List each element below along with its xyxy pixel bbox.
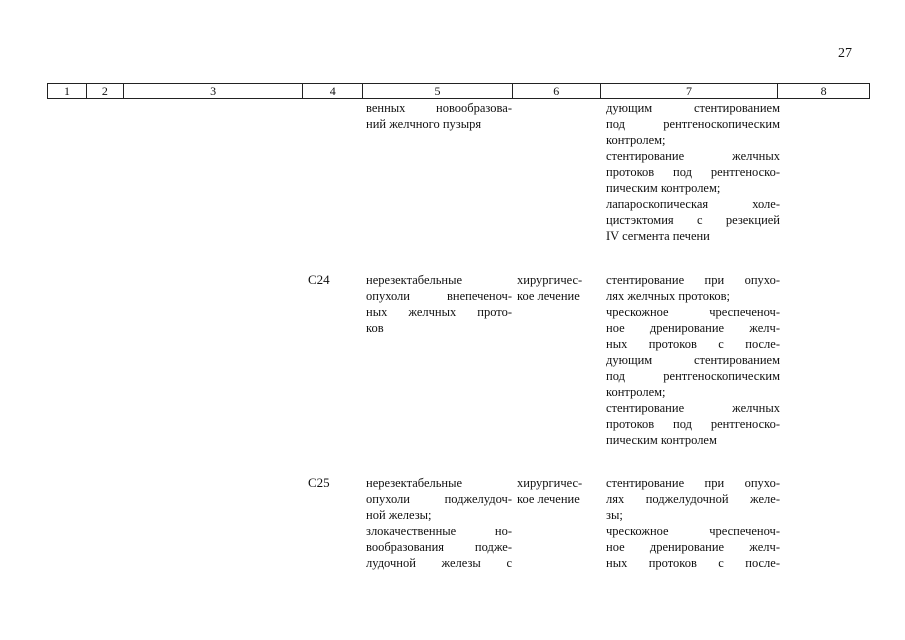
page-number: 27 bbox=[838, 46, 852, 61]
header-cell-6: 6 bbox=[513, 84, 601, 98]
text-line: лях желчных протоков; bbox=[606, 289, 731, 303]
text-line: хирургичес- bbox=[517, 273, 583, 287]
text-line: чрескожное чреспеченоч- bbox=[606, 524, 780, 538]
text-line: под рентгеноскопическим bbox=[606, 117, 780, 131]
row-2-methods bbox=[606, 475, 780, 571]
header-cell-7: 7 bbox=[601, 84, 779, 98]
text-line: ных желчных прото- bbox=[366, 305, 512, 319]
text-line: нерезектабельные bbox=[366, 476, 463, 490]
row-2-diagnosis bbox=[366, 475, 512, 571]
text-line: цистэктомия с резекцией bbox=[606, 213, 780, 227]
text-line: контролем; bbox=[606, 385, 666, 399]
text-line: ных протоков с после- bbox=[606, 337, 780, 351]
text-line: стентирование желчных bbox=[606, 401, 780, 415]
text-line: ное дренирование желч- bbox=[606, 540, 780, 554]
row-2-code: C25 bbox=[308, 475, 330, 490]
row-1-methods bbox=[606, 272, 780, 448]
text-line: хирургичес- bbox=[517, 476, 583, 490]
text-line: опухоли поджелудоч- bbox=[366, 492, 512, 506]
header-cell-4: 4 bbox=[303, 84, 363, 98]
row-0-diagnosis bbox=[366, 100, 512, 132]
text-line: стентирование при опухо- bbox=[606, 273, 780, 287]
header-cell-2: 2 bbox=[87, 84, 124, 98]
text-line: вообразования подже- bbox=[366, 540, 512, 554]
text-line: кое лечение bbox=[517, 492, 580, 506]
text-line: венных новообразова- bbox=[366, 101, 512, 115]
text-line: лях поджелудочной желе- bbox=[606, 492, 780, 506]
header-cell-1: 1 bbox=[48, 84, 87, 98]
row-2-treatment bbox=[517, 475, 603, 507]
text-line: IV сегмента печени bbox=[606, 229, 710, 243]
header-cell-8: 8 bbox=[820, 84, 827, 98]
text-line: злокачественные но- bbox=[366, 524, 512, 538]
text-line: лапароскопическая холе- bbox=[606, 197, 780, 211]
text-line: дующим стентированием bbox=[606, 101, 780, 115]
row-1-code: C24 bbox=[308, 272, 330, 287]
text-line: пическим контролем; bbox=[606, 181, 721, 195]
row-1-diagnosis bbox=[366, 272, 512, 336]
text-line: протоков под рентгеноско- bbox=[606, 417, 780, 431]
text-line: стентирование желчных bbox=[606, 149, 780, 163]
text-line: ний желчного пузыря bbox=[366, 117, 482, 131]
text-line: дующим стентированием bbox=[606, 353, 780, 367]
text-line: протоков под рентгеноско- bbox=[606, 165, 780, 179]
text-line: нерезектабельные bbox=[366, 273, 463, 287]
row-1-treatment bbox=[517, 272, 603, 304]
text-line: контролем; bbox=[606, 133, 666, 147]
text-line: чрескожное чреспеченоч- bbox=[606, 305, 780, 319]
text-line: стентирование при опухо- bbox=[606, 476, 780, 490]
text-line: опухоли внепеченоч- bbox=[366, 289, 512, 303]
text-line: кое лечение bbox=[517, 289, 580, 303]
row-0-methods bbox=[606, 100, 780, 244]
header-cell-3: 3 bbox=[124, 84, 304, 98]
text-line: под рентгеноскопическим bbox=[606, 369, 780, 383]
table-header-row bbox=[47, 83, 870, 99]
text-line: пическим контролем bbox=[606, 433, 717, 447]
text-line: ное дренирование желч- bbox=[606, 321, 780, 335]
text-line: ных протоков с после- bbox=[606, 556, 780, 570]
text-line: зы; bbox=[606, 508, 623, 522]
header-cell-5: 5 bbox=[363, 84, 513, 98]
text-line: лудочной железы с bbox=[366, 556, 512, 570]
text-line: ков bbox=[366, 321, 384, 335]
text-line: ной железы; bbox=[366, 508, 432, 522]
